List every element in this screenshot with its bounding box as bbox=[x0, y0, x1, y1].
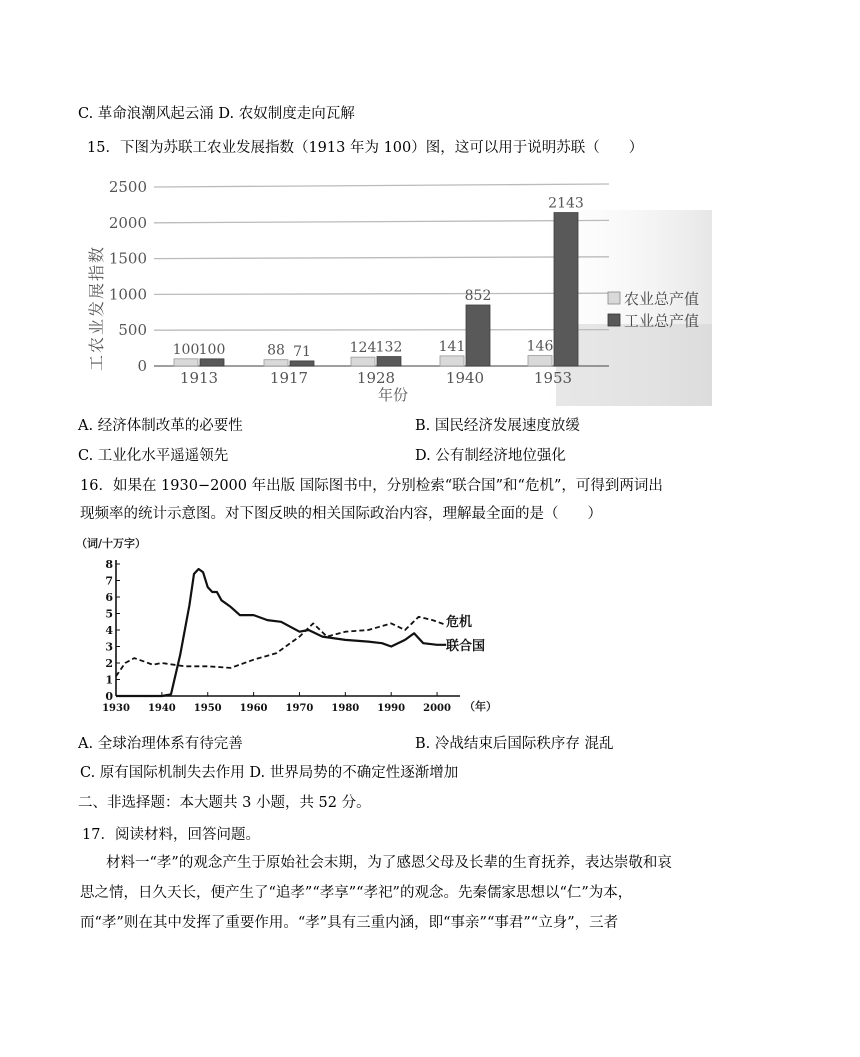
x-tick-label: 1990 bbox=[377, 703, 406, 714]
legend-swatch bbox=[608, 292, 620, 304]
bar-industry bbox=[466, 305, 490, 366]
q15-stem: 15．下图为苏联工农业发展指数（1913 年为 100）图，这可以用于说明苏联（ ） bbox=[87, 140, 644, 156]
q15-xlabel: 年份 bbox=[377, 386, 409, 404]
y-tick-label: 4 bbox=[105, 624, 113, 637]
series-label: 联合国 bbox=[446, 638, 486, 654]
x-tick-label: 1917 bbox=[269, 369, 309, 387]
q16-option-cd: C. 原有国际机制失去作用 D. 世界局势的不确定性逐渐增加 bbox=[80, 765, 459, 781]
y-tick-label: 6 bbox=[105, 591, 113, 604]
legend-label: 工业总产值 bbox=[624, 312, 700, 330]
q14-options-cd: C. 革命浪潮风起云涌 D. 农奴制度走向瓦解 bbox=[78, 106, 355, 122]
data-label: 132 bbox=[375, 339, 403, 356]
x-tick-label: 1950 bbox=[193, 703, 222, 714]
y-tick-label: 8 bbox=[105, 558, 113, 571]
q17-para-line2: 思之情，日久天长，便产生了“追孝”“孝享”“孝祀”的观念。先秦儒家思想以“仁”为本， bbox=[80, 885, 633, 901]
bar-industry bbox=[290, 361, 314, 366]
q16-stem-line2: 现频率的统计示意图。对下图反映的相关国际政治内容，理解最全面的是（ ） bbox=[80, 506, 602, 522]
legend-label: 农业总产值 bbox=[624, 290, 700, 308]
q15-option-d: D. 公有制经济地位强化 bbox=[415, 448, 566, 464]
series-line-crisis bbox=[116, 617, 446, 676]
q15-bar-chart bbox=[86, 174, 712, 406]
x-tick-label: 1980 bbox=[331, 703, 360, 714]
y-tick-label: 1 bbox=[105, 673, 113, 687]
y-tick-label: 2 bbox=[105, 657, 113, 670]
q17-stem: 17．阅读材料，回答问题。 bbox=[82, 827, 260, 843]
x-tick-label: 1970 bbox=[285, 703, 314, 714]
data-label: 124 bbox=[349, 340, 377, 357]
q17-para-line1: 材料一“孝”的观念产生于原始社会末期，为了感恩父母及长辈的生育抚养，表达崇敬和哀 bbox=[106, 855, 672, 871]
y-tick-label: 0 bbox=[137, 357, 147, 375]
bar-industry bbox=[377, 357, 401, 366]
bar-agriculture bbox=[528, 356, 552, 366]
data-label: 100 bbox=[172, 341, 200, 358]
x-tick-label: 1930 bbox=[102, 703, 130, 714]
x-tick-label: 1928 bbox=[356, 369, 396, 387]
q16-option-a: A. 全球治理体系有待完善 bbox=[78, 736, 243, 752]
data-label: 2143 bbox=[548, 195, 584, 212]
x-tick-label: 2000 bbox=[423, 703, 451, 714]
legend-swatch bbox=[608, 314, 620, 326]
x-tick-label: 1960 bbox=[239, 703, 268, 714]
q15-ylabel: 工农业发展指数 bbox=[87, 244, 106, 372]
y-tick-label: 2500 bbox=[108, 178, 147, 196]
q16-ylabel: （词/十万字） bbox=[76, 537, 147, 550]
gridline bbox=[154, 184, 609, 187]
x-tick-label: 1940 bbox=[445, 369, 485, 387]
data-label: 88 bbox=[267, 342, 285, 359]
data-label: 852 bbox=[464, 287, 492, 304]
y-tick-label: 1000 bbox=[108, 285, 147, 304]
x-tick-label: 1953 bbox=[533, 369, 573, 387]
q16-stem-line1: 16．如果在 1930−2000 年出版 国际图书中，分别检索“联合国”和“危机”，可得到两词出 bbox=[80, 478, 663, 494]
q16-option-b: B. 冷战结束后国际秩序存 混乱 bbox=[415, 736, 614, 752]
gridline bbox=[154, 330, 609, 331]
bar-agriculture bbox=[440, 356, 464, 366]
bar-industry bbox=[554, 213, 578, 366]
data-label: 71 bbox=[293, 343, 311, 360]
data-label: 146 bbox=[526, 338, 554, 355]
data-label: 100 bbox=[198, 341, 226, 358]
y-tick-label: 5 bbox=[105, 607, 113, 621]
y-tick-label: 1500 bbox=[108, 249, 147, 268]
y-tick-label: 500 bbox=[118, 321, 147, 340]
q15-option-a: A. 经济体制改革的必要性 bbox=[78, 418, 243, 434]
section2-heading: 二、非选择题：本大题共 3 小题，共 52 分。 bbox=[78, 795, 371, 811]
q16-xlabel: （年） bbox=[464, 700, 497, 713]
data-label: 141 bbox=[438, 338, 466, 355]
bar-industry bbox=[200, 359, 224, 366]
x-tick-label: 1940 bbox=[147, 703, 176, 714]
y-tick-label: 0 bbox=[105, 690, 113, 703]
q15-option-b: B. 国民经济发展速度放缓 bbox=[415, 418, 580, 434]
q17-para-line3: 而“孝”则在其中发挥了重要作用。“孝”具有三重内涵，即“事亲”“事君”“立身”，三者 bbox=[80, 915, 619, 931]
y-tick-label: 2000 bbox=[108, 213, 147, 232]
q16-line-chart bbox=[72, 533, 502, 723]
series-line-un bbox=[116, 569, 446, 696]
x-tick-label: 1913 bbox=[179, 369, 219, 387]
series-label: 危机 bbox=[446, 615, 473, 631]
bar-agriculture bbox=[351, 357, 375, 366]
bar-agriculture bbox=[264, 360, 288, 366]
y-tick-label: 7 bbox=[105, 574, 113, 588]
bar-agriculture bbox=[174, 359, 198, 366]
y-tick-label: 3 bbox=[105, 640, 113, 654]
q15-option-c: C. 工业化水平遥遥领先 bbox=[78, 448, 229, 464]
